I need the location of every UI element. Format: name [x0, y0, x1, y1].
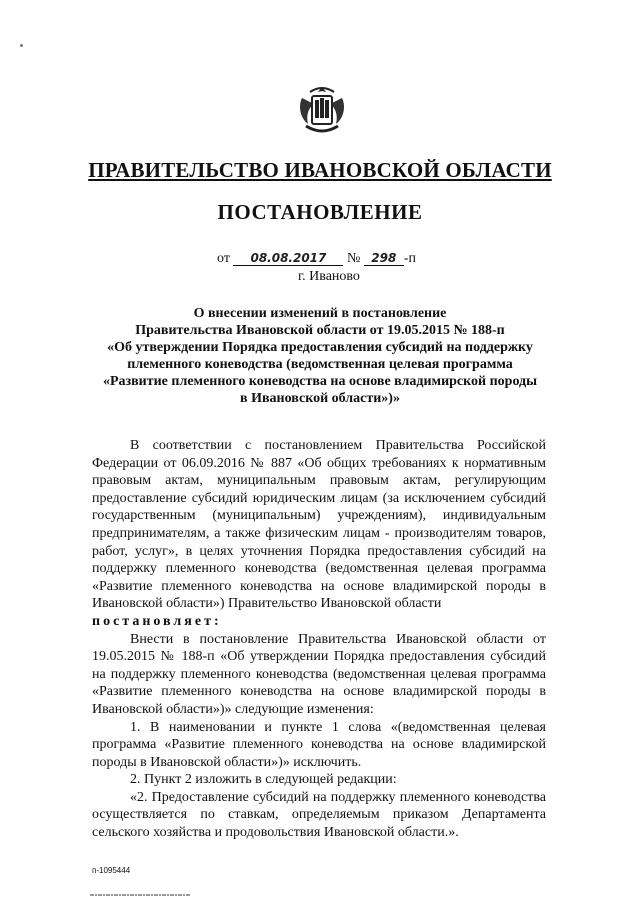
- paragraph-1: Внести в постановление Правительства Ивановской области от 19.05.2015 № 188-п «Об утверждении Порядка предоставления субсидий на поддержку племенного коневодства (ведомственная целевая программа «Развитие племенного коневодства на основе владимирской породы в Ивановской области»)» следующие изменения:: [92, 631, 546, 717]
- scan-speck: [20, 44, 23, 47]
- date-value: 08.08.2017: [233, 251, 343, 266]
- subject-line: Правительства Ивановской области от 19.05.2015 № 188-п: [135, 323, 505, 338]
- document-body: [92, 437, 546, 842]
- number-suffix: -п: [403, 251, 416, 266]
- document-subject: [88, 305, 552, 407]
- subject-line: «Развитие племенного коневодства на основе владимирской породы: [102, 374, 538, 389]
- paragraph-2: 1. В наименовании и пункте 1 слова «(ведомственная целевая программа «Развитие племенного коневодства на основе владимирской породы в Ивановской области»)» исключить.: [92, 719, 546, 770]
- subject-line: «Об утверждении Порядка предоставления субсидий на поддержку: [107, 340, 533, 355]
- city: г. Иваново: [298, 269, 360, 284]
- coat-of-arms-icon: [296, 84, 348, 138]
- document-date-number: [217, 251, 416, 267]
- scan-artifact: [90, 892, 190, 898]
- subject-line: племенного коневодства (ведомственная целевая программа: [127, 357, 513, 372]
- document-type: ПОСТАНОВЛЕНИЕ: [217, 200, 423, 224]
- intro-paragraph: В соответствии с постановлением Правительства Российской Федерации от 06.09.2016 № 887 «Об общих требованиях к нормативным правовым актам, муниципальным правовым актам, регулирующим предоставление субсидий юридическим лицам (за исключением субсидий государственным (муниципальным) учреждениям), индивидуальным предпринимателям, а также физическим лицам - производителям товаров, работ, услуг», в целях уточнения Порядка предоставления субсидий на поддержку племенного коневодства (ведомственная целевая программа «Развитие племенного коневодства на основе владимирской породы в Ивановской области») Правительство Ивановской области: [92, 438, 546, 612]
- government-title: ПРАВИТЕЛЬСТВО ИВАНОВСКОЙ ОБЛАСТИ: [88, 158, 552, 182]
- subject-line: в Ивановской области»)»: [240, 391, 400, 406]
- paragraph-3: 2. Пункт 2 изложить в следующей редакции:: [130, 772, 397, 788]
- decree-word: постановляет:: [92, 613, 222, 629]
- number-prefix: №: [346, 251, 361, 266]
- date-prefix: от: [217, 251, 230, 266]
- number-value: 298: [364, 251, 404, 266]
- document-code: п-1095444: [92, 866, 131, 875]
- subject-line: О внесении изменений в постановление: [193, 306, 447, 321]
- paragraph-4: «2. Предоставление субсидий на поддержку племенного коневодства осуществляется по ставкам, определяемым приказом Департамента сельского хозяйства и продовольствия Ивановской области.».: [92, 789, 546, 841]
